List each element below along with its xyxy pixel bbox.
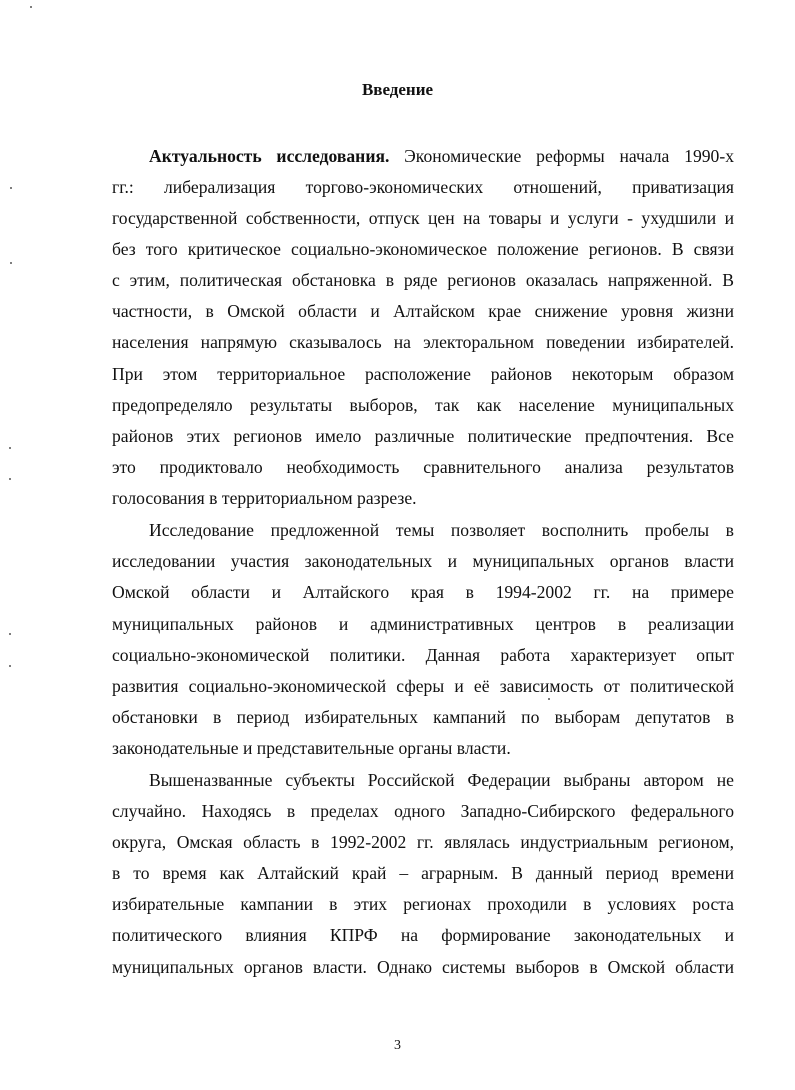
text-line: частности, в Омской области и Алтайском крае снижение уровня жизни [112, 301, 734, 321]
text-line: обстановки в период избирательных кампаний по выборам депутатов в [112, 707, 734, 727]
text-line: населения напрямую сказывалось на электоральном поведении избирателей. [112, 332, 734, 352]
text-line: случайно. Находясь в пределах одного Западно-Сибирского федерального [112, 801, 734, 821]
text-line: исследовании участия законодательных и муниципальных органов власти [112, 551, 734, 571]
text-line: гг.: либерализация торгово-экономических отношений, приватизация [112, 177, 734, 197]
text-line: При этом территориальное расположение районов некоторым образом [112, 364, 734, 384]
line-text: Экономические реформы начала 1990-х [389, 146, 735, 166]
text-line: в то время как Алтайский край – аграрным. В данный период времени [112, 863, 734, 883]
text-line: муниципальных органов власти. Однако системы выборов в Омской области [112, 957, 734, 977]
text-line: с этим, политическая обстановка в ряде регионов оказалась напряженной. В [112, 270, 734, 290]
scan-speck [9, 478, 11, 480]
text-line: законодательные и представительные органы власти. [112, 738, 511, 758]
text-line: голосования в территориальном разрезе. [112, 488, 417, 508]
scan-speck [10, 262, 12, 264]
scan-speck [9, 665, 11, 667]
bold-lead: Актуальность исследования. [149, 146, 390, 166]
text-line [149, 146, 734, 168]
text-line: это продиктовало необходимость сравнительного анализа результатов [112, 457, 734, 477]
text-line: развития социально-экономической сферы и её зависимость от политической [112, 676, 734, 696]
text-line: социально-экономической политики. Данная работа характеризует опыт [112, 645, 734, 665]
text-line: районов этих регионов имело различные политические предпочтения. Все [112, 426, 734, 446]
text-line: Вышеназванные субъекты Российской Федерации выбраны автором не [149, 770, 734, 790]
text-line: округа, Омская область в 1992-2002 гг. являлась индустриальным регионом, [112, 832, 734, 852]
scan-speck [30, 6, 32, 8]
text-line: муниципальных районов и административных центров в реализации [112, 614, 734, 634]
page-title: Введение [361, 80, 434, 99]
scan-speck [10, 187, 12, 189]
text-line: Омской области и Алтайского края в 1994-2002 гг. на примере [112, 582, 734, 602]
text-line: избирательные кампании в этих регионах проходили в условиях роста [112, 894, 734, 914]
scan-speck [548, 698, 550, 700]
text-line: без того критическое социально-экономическое положение регионов. В связи [112, 239, 734, 259]
text-line: предопределяло результаты выборов, так как население муниципальных [112, 395, 734, 415]
text-line: государственной собственности, отпуск цен на товары и услуги - ухудшили и [112, 208, 734, 228]
text-line: Исследование предложенной темы позволяет восполнить пробелы в [149, 520, 734, 540]
text-line: политического влияния КПРФ на формирование законодательных и [112, 925, 734, 945]
scan-speck [9, 633, 11, 635]
page-number: 3 [394, 1038, 401, 1053]
scan-speck [9, 447, 11, 449]
